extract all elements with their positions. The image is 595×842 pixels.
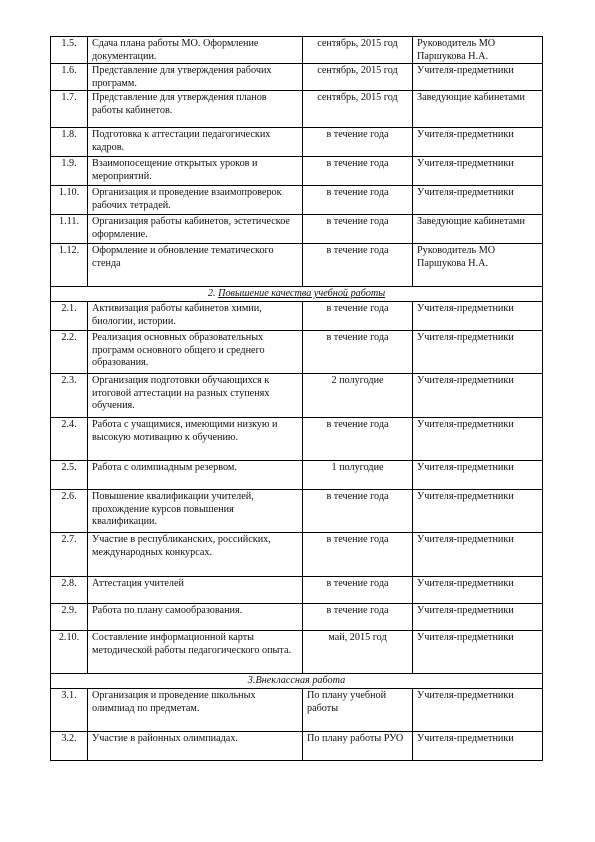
section-3-title: 3.Внеклассная работа — [247, 675, 346, 686]
table-row — [51, 461, 543, 490]
row-event: Представление для утверждения рабочих программ. — [88, 64, 303, 91]
row-responsible: Заведующие кабинетами — [413, 91, 543, 128]
section-2-title: Повышение качества учебной работы — [218, 288, 386, 299]
row-responsible: Учителя-предметники — [413, 631, 543, 674]
row-event: Организация подготовки обучающихся к итоговой аттестации на разных ступенях обучения. — [88, 374, 303, 418]
row-responsible: Учителя-предметники — [413, 418, 543, 461]
row-responsible: Учителя-предметники — [413, 490, 543, 533]
table-row — [51, 577, 543, 604]
section-header-row — [51, 674, 543, 689]
table-row — [51, 631, 543, 674]
row-number: 2.9. — [51, 604, 88, 631]
row-date: 1 полугодие — [303, 461, 413, 490]
row-number: 2.2. — [51, 331, 88, 374]
row-number: 1.5. — [51, 37, 88, 64]
row-event: Работа по плану самообразования. — [88, 604, 303, 631]
table-row — [51, 418, 543, 461]
row-event: Работа с учащимися, имеющими низкую и высокую мотивацию к обучению. — [88, 418, 303, 461]
table-row — [51, 64, 543, 91]
row-event: Аттестация учителей — [88, 577, 303, 604]
row-number: 2.3. — [51, 374, 88, 418]
work-plan-table — [50, 36, 543, 761]
row-responsible: Учителя-предметники — [413, 64, 543, 91]
row-responsible: Руководитель МО Паршукова Н.А. — [413, 244, 543, 287]
row-date: в течение года — [303, 577, 413, 604]
row-number: 2.6. — [51, 490, 88, 533]
row-date: По плану работы РУО — [303, 732, 413, 761]
row-responsible: Учителя-предметники — [413, 331, 543, 374]
row-date: в течение года — [303, 128, 413, 157]
row-date: в течение года — [303, 490, 413, 533]
row-responsible: Учителя-предметники — [413, 689, 543, 732]
row-date: По плану учебной работы — [303, 689, 413, 732]
row-event: Участие в республиканских, российских, международных конкурсах. — [88, 533, 303, 577]
row-event: Представление для утверждения планов работы кабинетов. — [88, 91, 303, 128]
row-event: Работа с олимпиадным резервом. — [88, 461, 303, 490]
table-row — [51, 215, 543, 244]
table-row — [51, 302, 543, 331]
table-row — [51, 244, 543, 287]
row-number: 1.10. — [51, 186, 88, 215]
row-date: сентябрь, 2015 год — [303, 64, 413, 91]
row-number: 3.1. — [51, 689, 88, 732]
row-number: 1.12. — [51, 244, 88, 287]
row-responsible: Учителя-предметники — [413, 732, 543, 761]
table-row — [51, 732, 543, 761]
row-responsible: Руководитель МО Паршукова Н.А. — [413, 37, 543, 64]
table-row — [51, 331, 543, 374]
row-responsible: Учителя-предметники — [413, 302, 543, 331]
row-event: Подготовка к аттестации педагогических кадров. — [88, 128, 303, 157]
table-row — [51, 37, 543, 64]
row-number: 2.5. — [51, 461, 88, 490]
row-event: Активизация работы кабинетов химии, биологии, истории. — [88, 302, 303, 331]
row-number: 2.10. — [51, 631, 88, 674]
row-responsible: Учителя-предметники — [413, 157, 543, 186]
row-date: 2 полугодие — [303, 374, 413, 418]
row-date: в течение года — [303, 186, 413, 215]
row-responsible: Учителя-предметники — [413, 128, 543, 157]
row-responsible: Учителя-предметники — [413, 374, 543, 418]
row-event: Сдача плана работы МО. Оформление документации. — [88, 37, 303, 64]
row-date: в течение года — [303, 604, 413, 631]
table-row — [51, 374, 543, 418]
row-event: Составление информационной карты методической работы педагогического опыта. — [88, 631, 303, 674]
table-row — [51, 186, 543, 215]
row-event: Оформление и обновление тематического стенда — [88, 244, 303, 287]
row-date: в течение года — [303, 244, 413, 287]
table-row — [51, 604, 543, 631]
row-number: 2.8. — [51, 577, 88, 604]
row-number: 2.4. — [51, 418, 88, 461]
row-date: сентябрь, 2015 год — [303, 37, 413, 64]
row-date: в течение года — [303, 302, 413, 331]
row-event: Участие в районных олимпиадах. — [88, 732, 303, 761]
row-number: 1.9. — [51, 157, 88, 186]
row-date: в течение года — [303, 157, 413, 186]
row-date: в течение года — [303, 533, 413, 577]
table-row — [51, 157, 543, 186]
row-number: 3.2. — [51, 732, 88, 761]
row-responsible: Учителя-предметники — [413, 533, 543, 577]
section-header-row — [51, 287, 543, 302]
table-row — [51, 128, 543, 157]
row-event: Реализация основных образовательных программ основного общего и среднего образования. — [88, 331, 303, 374]
section-2-number: 2. — [207, 288, 216, 299]
table-row — [51, 490, 543, 533]
table-row — [51, 91, 543, 128]
row-event: Организация работы кабинетов, эстетическое оформление. — [88, 215, 303, 244]
row-number: 1.8. — [51, 128, 88, 157]
row-number: 1.11. — [51, 215, 88, 244]
row-event: Повышение квалификации учителей, прохождение курсов повышения квалификации. — [88, 490, 303, 533]
row-date: май, 2015 год — [303, 631, 413, 674]
row-responsible: Учителя-предметники — [413, 461, 543, 490]
row-date: в течение года — [303, 418, 413, 461]
row-event: Организация и проведение школьных олимпиад по предметам. — [88, 689, 303, 732]
row-responsible: Заведующие кабинетами — [413, 215, 543, 244]
table-row — [51, 533, 543, 577]
table-row — [51, 689, 543, 732]
row-event: Организация и проведение взаимопроверок рабочих тетрадей. — [88, 186, 303, 215]
section-3-header — [51, 674, 543, 689]
row-responsible: Учителя-предметники — [413, 577, 543, 604]
row-date: в течение года — [303, 331, 413, 374]
row-number: 2.1. — [51, 302, 88, 331]
row-responsible: Учителя-предметники — [413, 186, 543, 215]
row-number: 2.7. — [51, 533, 88, 577]
row-number: 1.7. — [51, 91, 88, 128]
row-responsible: Учителя-предметники — [413, 604, 543, 631]
section-2-header — [51, 287, 543, 302]
row-number: 1.6. — [51, 64, 88, 91]
row-date: сентябрь, 2015 год — [303, 91, 413, 128]
row-date: в течение года — [303, 215, 413, 244]
row-event: Взаимопосещение открытых уроков и мероприятий. — [88, 157, 303, 186]
